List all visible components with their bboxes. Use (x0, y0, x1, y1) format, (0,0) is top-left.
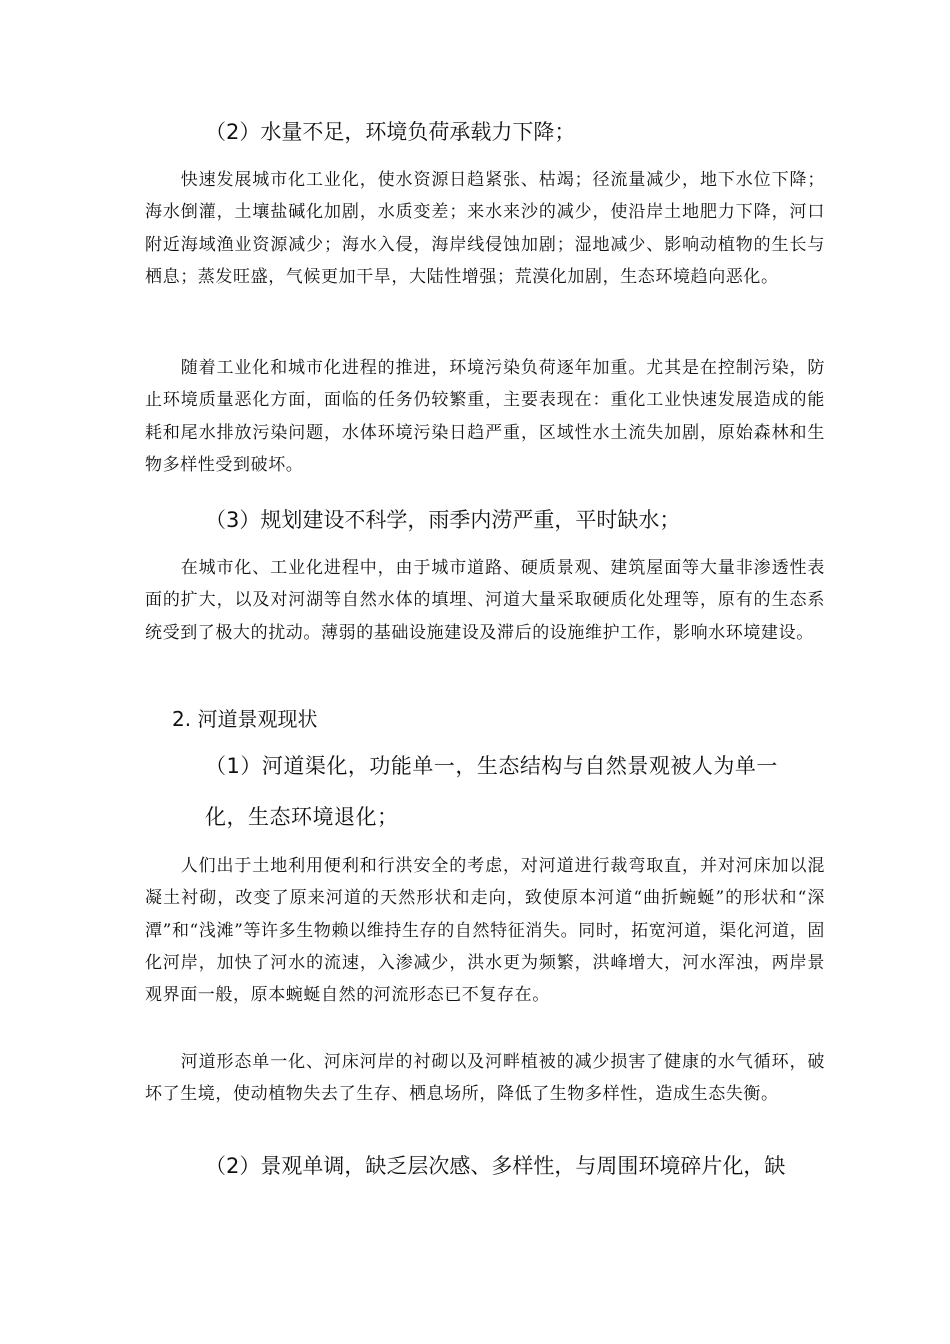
paragraph-ecological-imbalance: 河道形态单一化、河床河岸的衬砌以及河畔植被的减少损害了健康的水气循环，破坏了生境，使动植物失去了生存、栖息场所，降低了生物多样性，造成生态失衡。 (145, 1052, 825, 1105)
paragraph-urbanization: 在城市化、工业化进程中，由于城市道路、硬质景观、建筑屋面等大量非渗透性表面的扩大，以及对河湖等自然水体的填埋、河道大量采取硬质化处理等，原有的生态系统受到了极大的扰动。薄弱的基础设施建设及滞后的设施维护工作，影响水环境建设。 (145, 558, 825, 643)
section-heading-water-shortage: （2）水量不足，环境负荷承载力下降； (205, 120, 576, 144)
section-heading-river-landscape: 2. 河道景观现状 (172, 707, 318, 731)
paragraph-pollution-load: 随着工业化和城市化进程的推进，环境污染负荷逐年加重。尤其是在控制污染，防止环境质量恶化方面，面临的任务仍较繁重，主要表现在：重化工业快速发展造成的能耗和尾水排放污染问题，水体环境污染日趋严重，区域性水土流失加剧，原始森林和生物多样性受到破坏。 (145, 358, 825, 475)
section-heading-canalization-line2: 化，生态环境退化； (205, 805, 399, 829)
paragraph-water-resources: 快速发展城市化工业化，使水资源日趋紧张、枯竭；径流量减少，地下水位下降；海水倒灌，土壤盐碱化加剧，水质变差；来水来沙的减少，使沿岸土地肥力下降，河口附近海域渔业资源减少；海水入侵，海岸线侵蚀加剧；湿地减少、影响动植物的生长与栖息；蒸发旺盛，气候更加干旱，大陆性增强；荒漠化加剧，生态环境趋向恶化。 (145, 170, 825, 287)
section-heading-planning: （3）规划建设不科学，雨季内涝严重，平时缺水； (205, 508, 681, 532)
paragraph-river-straightening: 人们出于土地利用便利和行洪安全的考虑，对河道进行裁弯取直，并对河床加以混凝土衬砌，改变了原来河道的天然形状和走向，致使原本河道“曲折蜿蜒”的形状和“深潭”和“浅滩”等许多生物赖以维持生存的自然特征消失。同时，拓宽河道，渠化河道，固化河岸，加快了河水的流速，入渗减少，洪水更为频繁，洪峰增大，河水浑浊，两岸景观界面一般，原本蜿蜒自然的河流形态已不复存在。 (145, 856, 825, 1006)
section-heading-monotonous-landscape: （2）景观单调，缺乏层次感、多样性，与周围环境碎片化，缺 (205, 1154, 786, 1178)
section-heading-canalization-line1: （1）河道渠化，功能单一，生态结构与自然景观被人为单一 (205, 754, 778, 778)
